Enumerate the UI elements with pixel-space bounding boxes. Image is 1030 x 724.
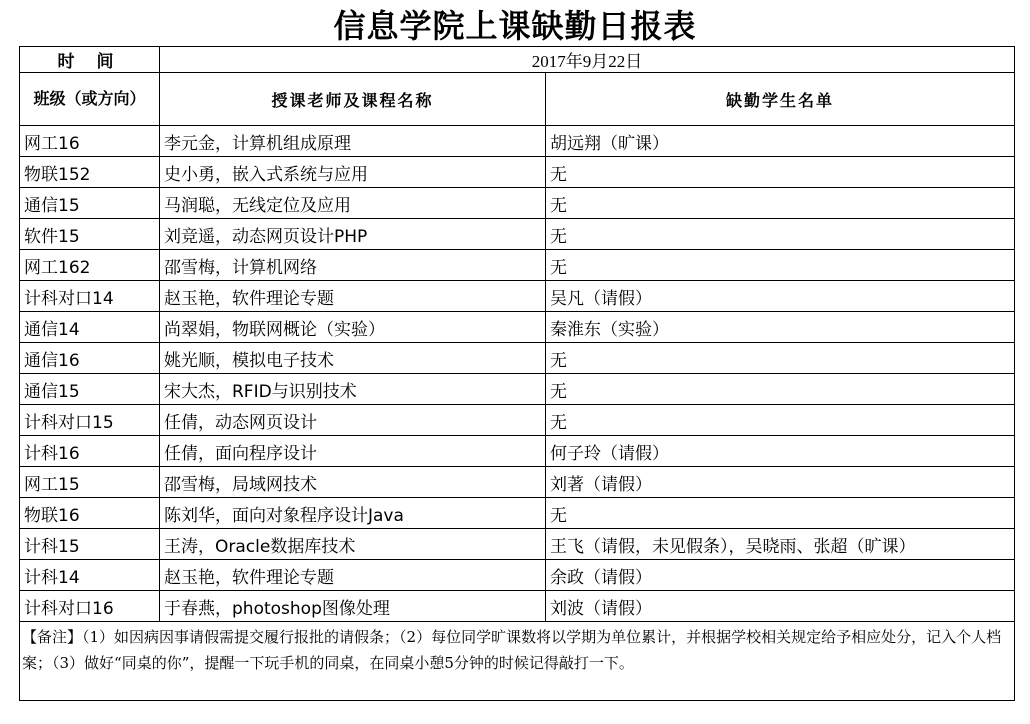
teacher-course-cell: 马润聪，无线定位及应用 bbox=[160, 188, 546, 219]
teacher-course-cell: 尚翠娟，物联网概论（实验） bbox=[160, 312, 546, 343]
absent-students-cell: 刘著（请假） bbox=[546, 467, 1015, 498]
absent-students-cell: 吴凡（请假） bbox=[546, 281, 1015, 312]
absence-table bbox=[19, 46, 1015, 701]
report-title: 信息学院上课缺勤日报表 bbox=[333, 7, 697, 45]
table-row bbox=[20, 436, 1015, 467]
table-row bbox=[20, 498, 1015, 529]
table-row bbox=[20, 250, 1015, 281]
table-row bbox=[20, 312, 1015, 343]
teacher-course-cell: 刘竞遥，动态网页设计PHP bbox=[160, 219, 546, 250]
absent-students-cell: 无 bbox=[546, 250, 1015, 281]
class-cell: 通信15 bbox=[20, 188, 160, 219]
teacher-course-cell: 史小勇，嵌入式系统与应用 bbox=[160, 157, 546, 188]
teacher-course-cell: 宋大杰，RFID与识别技术 bbox=[160, 374, 546, 405]
table-row bbox=[20, 157, 1015, 188]
class-cell: 计科16 bbox=[20, 436, 160, 467]
absent-students-cell: 秦淮东（实验） bbox=[546, 312, 1015, 343]
teacher-course-cell: 任倩，面向程序设计 bbox=[160, 436, 546, 467]
teacher-course-cell: 于春燕，photoshop图像处理 bbox=[160, 591, 546, 622]
teacher-course-cell: 赵玉艳，软件理论专题 bbox=[160, 560, 546, 591]
teacher-course-cell: 陈刘华，面向对象程序设计Java bbox=[160, 498, 546, 529]
table-row bbox=[20, 560, 1015, 591]
class-cell: 网工15 bbox=[20, 467, 160, 498]
teacher-course-cell: 李元金，计算机组成原理 bbox=[160, 126, 546, 157]
teacher-course-cell: 姚光顺，模拟电子技术 bbox=[160, 343, 546, 374]
absent-students-cell: 无 bbox=[546, 374, 1015, 405]
teacher-course-cell: 邵雪梅，局域网技术 bbox=[160, 467, 546, 498]
class-cell: 软件15 bbox=[20, 219, 160, 250]
class-cell: 网工16 bbox=[20, 126, 160, 157]
class-cell: 网工162 bbox=[20, 250, 160, 281]
absent-students-cell: 胡远翔（旷课） bbox=[546, 126, 1015, 157]
absent-students-cell: 无 bbox=[546, 188, 1015, 219]
absent-students-cell: 余政（请假） bbox=[546, 560, 1015, 591]
table-row bbox=[20, 529, 1015, 560]
class-cell: 通信15 bbox=[20, 374, 160, 405]
teacher-course-cell: 王涛，Oracle数据库技术 bbox=[160, 529, 546, 560]
teacher-course-cell: 任倩，动态网页设计 bbox=[160, 405, 546, 436]
absent-students-column-header: 缺勤学生名单 bbox=[546, 73, 1015, 126]
absent-students-cell: 何子玲（请假） bbox=[546, 436, 1015, 467]
table-row bbox=[20, 405, 1015, 436]
table-row bbox=[20, 343, 1015, 374]
table-row bbox=[20, 188, 1015, 219]
report-date: 2017年9月22日 bbox=[160, 47, 1015, 73]
teacher-course-column-header: 授课老师及课程名称 bbox=[160, 73, 546, 126]
class-cell: 物联16 bbox=[20, 498, 160, 529]
absent-students-cell: 无 bbox=[546, 498, 1015, 529]
table-row bbox=[20, 591, 1015, 622]
class-cell: 计科15 bbox=[20, 529, 160, 560]
absent-students-cell: 无 bbox=[546, 157, 1015, 188]
class-cell: 计科14 bbox=[20, 560, 160, 591]
time-label: 时 间 bbox=[20, 47, 160, 73]
time-row bbox=[20, 47, 1015, 73]
table-row bbox=[20, 374, 1015, 405]
class-column-header: 班级（或方向） bbox=[20, 73, 160, 126]
class-cell: 计科对口15 bbox=[20, 405, 160, 436]
table-row bbox=[20, 219, 1015, 250]
absent-students-cell: 无 bbox=[546, 405, 1015, 436]
note-text: 【备注】（1）如因病因事请假需提交履行报批的请假条；（2）每位同学旷课数将以学期为单位累计，并根据学校相关规定给予相应处分，记入个人档案；（3）做好“同桌的你”，提醒一下玩手机的同桌，在同桌小憩5分钟的时候记得敲打一下。 bbox=[20, 622, 1015, 701]
absent-students-cell: 刘波（请假） bbox=[546, 591, 1015, 622]
teacher-course-cell: 赵玉艳，软件理论专题 bbox=[160, 281, 546, 312]
table-row bbox=[20, 467, 1015, 498]
absent-students-cell: 无 bbox=[546, 219, 1015, 250]
class-cell: 通信14 bbox=[20, 312, 160, 343]
class-cell: 通信16 bbox=[20, 343, 160, 374]
column-header-row bbox=[20, 73, 1015, 126]
teacher-course-cell: 邵雪梅，计算机网络 bbox=[160, 250, 546, 281]
note-row bbox=[20, 622, 1015, 701]
class-cell: 物联152 bbox=[20, 157, 160, 188]
table-row bbox=[20, 126, 1015, 157]
absent-students-cell: 无 bbox=[546, 343, 1015, 374]
absent-students-cell: 王飞（请假，未见假条），吴晓雨、张超（旷课） bbox=[546, 529, 1015, 560]
class-cell: 计科对口16 bbox=[20, 591, 160, 622]
class-cell: 计科对口14 bbox=[20, 281, 160, 312]
table-row bbox=[20, 281, 1015, 312]
